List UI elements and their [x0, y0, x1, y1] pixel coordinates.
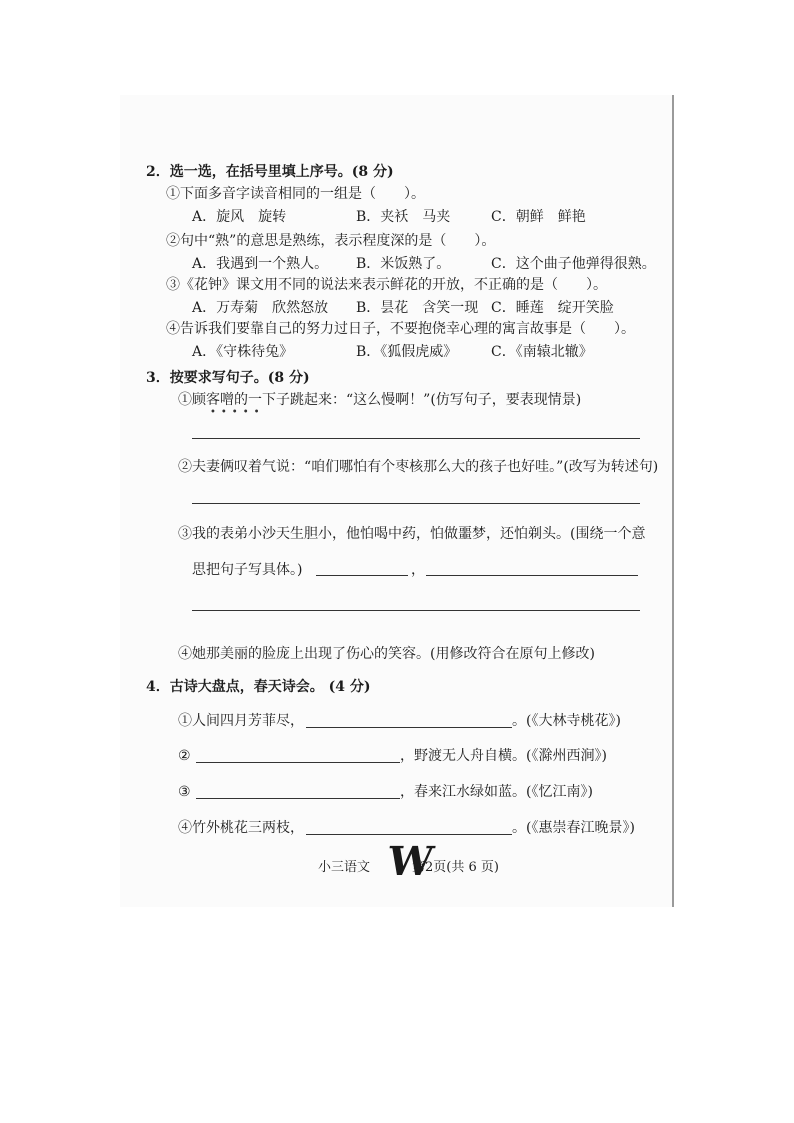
answer-blank-q3-3a[interactable] — [316, 575, 408, 576]
q2-s1-option-b: B．夹袄 马夹 — [356, 209, 451, 225]
answer-line-q3-2[interactable] — [192, 503, 640, 504]
q4-p4-start: ④竹外桃花三两枝， — [178, 820, 304, 836]
q2-s4-option-a: A．《守株待兔》 — [192, 344, 294, 360]
answer-blank-q4-4[interactable] — [306, 834, 512, 835]
q2-s4-stem: ④告诉我们要靠自己的努力过日子，不要抱侥幸心理的寓言故事是（ ）。 — [166, 321, 635, 337]
q3-s3-line1: ③我的表弟小沙天生胆小，他怕喝中药，怕做噩梦，还怕剃头。(围绕一个意 — [178, 526, 646, 542]
q4-title: 4．古诗大盘点，春天诗会。 (4 分) — [146, 679, 371, 695]
q2-s2-option-a: A．我遇到一个熟人。 — [192, 256, 329, 272]
answer-blank-q4-1[interactable] — [306, 727, 512, 728]
q2-s1-option-c: C．朝鲜 鲜艳 — [491, 209, 586, 225]
q2-s3-option-c: C．睡莲 绽开笑脸 — [491, 300, 614, 316]
q4-p2-start: ② — [178, 748, 191, 764]
q2-s4-option-b: B．《狐假虎威》 — [356, 344, 458, 360]
q2-s2-option-c: C．这个曲子他弹得很熟。 — [491, 256, 656, 272]
emphasis-dots: ••••• — [210, 407, 265, 418]
q2-s1-option-a: A．旋风 旋转 — [192, 209, 287, 225]
q3-s4: ④她那美丽的脸庞上出现了伤心的笑容。(用修改符合在原句上修改) — [178, 646, 595, 662]
q2-s3-option-a: A．万寿菊 欣然怒放 — [192, 300, 329, 316]
q4-p3-start: ③ — [178, 784, 191, 800]
q4-p4-end: 。(《惠崇春江晚景》) — [512, 820, 635, 836]
q3-s1: ①顾客噌的一下子跳起来：“这么慢啊！”(仿写句子，要表现情景) — [178, 392, 582, 408]
q2-s4-option-c: C．《南辕北辙》 — [491, 344, 593, 360]
answer-blank-q4-3[interactable] — [196, 798, 400, 799]
q3-s3-line2: 思把句子写具体。) — [192, 562, 303, 578]
q2-s1-stem: ①下面多音字读音相同的一组是（ ）。 — [166, 186, 425, 202]
answer-blank-q3-3b[interactable] — [426, 575, 638, 576]
q2-s2-stem: ②句中“熟”的意思是熟练，表示程度深的是（ ）。 — [166, 233, 496, 249]
footer-right: 第2页(共 6 页) — [412, 860, 499, 875]
q2-s3-stem: ③《花钟》课文用不同的说法来表示鲜花的开放，不正确的是（ ）。 — [166, 277, 607, 293]
q4-p2-end: ，野渡无人舟自横。(《滁州西涧》) — [400, 748, 607, 764]
answer-line-q3-3[interactable] — [192, 610, 640, 611]
answer-line-q3-1[interactable] — [192, 438, 640, 439]
footer-left: 小三语文 — [318, 860, 371, 875]
footer-watermark-mark: W — [384, 838, 437, 885]
q3-s2: ②夫妻俩叹着气说：“咱们哪怕有个枣核那么大的孩子也好哇。”(改写为转述句) — [178, 459, 659, 475]
q3-title: 3．按要求写句子。(8 分) — [146, 370, 310, 386]
q2-s3-option-b: B．昙花 含笑一现 — [356, 300, 479, 316]
q4-p3-end: ，春来江水绿如蓝。(《忆江南》) — [400, 784, 593, 800]
q4-p1-start: ①人间四月芳菲尽， — [178, 713, 304, 729]
q4-p1-end: 。(《大林寺桃花》) — [512, 713, 621, 729]
answer-blank-q4-2[interactable] — [196, 762, 400, 763]
q2-title: 2．选一选，在括号里填上序号。(8 分) — [146, 164, 394, 180]
q2-s2-option-b: B．米饭熟了。 — [356, 256, 451, 272]
q3-s3-separator: ， — [411, 562, 425, 578]
